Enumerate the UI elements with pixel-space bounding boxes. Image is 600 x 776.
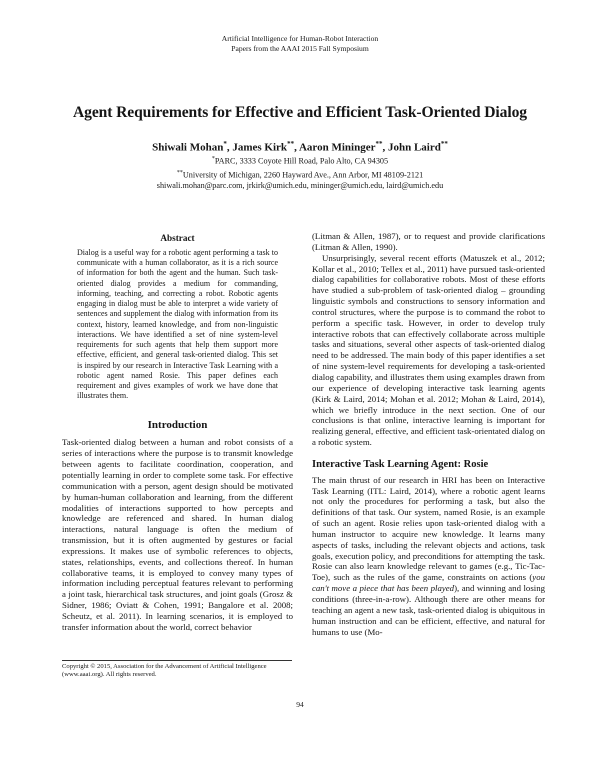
author-name: Shiwali Mohan — [152, 141, 224, 154]
section-heading-rosie: Interactive Task Learning Agent: Rosie — [312, 458, 489, 470]
introduction-paragraph: Task-oriented dialog between a human and robot consists of a series of interactions where the purpose is to transmit knowledge between agents to facilitate coordination, cooperation, and potentially learning in order to complete some task. For effective communication with a person, agent design should be motivated by human-human collaboration and learning, from the different modalities of interactions supported to how percepts and knowledge are referenced and shared. In human dialog interactions, natural language is often the medium of transmission, but it is often augmented by gestures or facial expressions. It makes use of symbolic references to objects, states, relationships, events, and collections thereof. In human collaborative teams, it is employed to convey many types of information including perceptual features relevant to performing a joint task, hierarchical task structures, and joint goals (Grosz & Sidner, 1986; Oviatt & Cohen, 1991; Bangalore et al. 2008; Scheutz, et al. 2011). In learning scenarios, it is employed to transfer information about the world, correct behavior — [62, 437, 293, 632]
affiliation-2: **University of Michigan, 2260 Hayward Ave., Ann Arbor, MI 48109-2121 — [176, 169, 424, 180]
footnote-divider — [62, 660, 292, 661]
paragraph: The main thrust of our research in HRI has been on Interactive Task Learning (ITL: Laird, 2014), where a robotic agent learns not only the procedures for performing a task, but also the definitions of that task. Our system, named Rosie, is an example of such an agent. Rosie relies upon task-oriented dialog with a human instructor to acquire new knowledge. It learns many aspects of tasks, including the relevant objects and actions, task goals, execution policy, and preconditions for attempting the task. Rosie can also learn knowledge relevant to games (e.g., Tic-Tac-Toe), such as the rules of the game, constraints on actions (you can't move a piece that has been played), and winning and losing conditions (three-in-a-row). Although there are other means for teaching an agent a new task, task-oriented dialog is ubiquitous in human instruction and can be efficient, effective, and natural for humans to use (Mo- — [312, 474, 545, 637]
author-mark: * — [223, 140, 227, 148]
paper-title: Agent Requirements for Effective and Efficient Task-Oriented Dialog — [72, 104, 527, 121]
abstract-heading: Abstract — [160, 233, 195, 243]
right-column — [312, 231, 545, 637]
paragraph: (Litman & Allen, 1987), or to request and provide clarifications (Litman & Allen, 1990). — [312, 231, 545, 252]
emphasis-quote: you can't move a piece that has been played — [312, 572, 545, 594]
venue-line-1: Artificial Intelligence for Human-Robot Interaction — [221, 34, 379, 43]
venue-line-2: Papers from the AAAI 2015 Fall Symposium — [231, 44, 369, 53]
left-column — [62, 233, 293, 633]
author-name: James Kirk — [232, 141, 288, 154]
author-emails: shiwali.mohan@parc.com, jrkirk@umich.edu, mininger@umich.edu, laird@umich.edu — [156, 181, 444, 191]
section-heading-introduction: Introduction — [147, 418, 208, 431]
abstract-text: Dialog is a useful way for a robotic agent performing a task to communicate with a human collaborator, as it is a rich source of information for both the agent and the human. Such task-oriented dialog provides a medium for commanding, informing, teaching, and correcting a robot. Robotic agents engaging in dialog must be able to interpret a wide variety of sentences and supplement the dialog with information from its context, history, learned knowledge, and from non-linguistic interactions. We have identified a set of nine system-level requirements for such agents that help them support more effective, efficient, and general task-oriented dialog. This set is inspired by our research in Interactive Task Learning with a robotic agent named Rosie. This paper defines each requirement and gives examples of work we have done that illustrates them. — [77, 247, 278, 401]
author-mark: ** — [375, 140, 383, 148]
author-list: Shiwali Mohan*, James Kirk**, Aaron Mininger**, John Laird** — [152, 140, 448, 154]
author-mark: ** — [440, 140, 448, 148]
affiliations — [0, 154, 600, 192]
author-name: Aaron Mininger — [298, 141, 376, 154]
copyright-footnote: Copyright © 2015, Association for the Advancement of Artificial Intelligence (www.aaai.org). All rights reserved. — [62, 663, 267, 679]
author-mark: ** — [287, 140, 295, 148]
affiliation-1: *PARC, 3333 Coyote Hill Road, Palo Alto, CA 94305 — [211, 156, 389, 166]
page-number: 94 — [296, 700, 304, 709]
paragraph: Unsurprisingly, several recent efforts (Matuszek et al., 2012; Kollar et al., 2010; Tellex et al., 2011) have pursued task-oriented dialog capabilities for collaborative robots. Most of these efforts have studied a sub-problem of task-oriented dialog – grounding linguistic symbols and constructions to sensory information and control structures, where the purpose is to command the robot to perform a specific task. However, in order to develop truly interactive robots that can effectively collaborate across multiple tasks and situations, several other aspects of task-oriented dialog need to be addressed. The main body of this paper identifies a set of nine system-level requirements for developing a task-oriented dialog capability, and illustrates them using examples drawn from our experience of developing interactive task learning agents (Kirk & Laird, 2014; Mohan et al. 2012; Mohan & Laird, 2014), which we briefly introduce in the next section. One of our conclusions is that online, interactive learning is important for realizing general, effective, and efficient task-orientated dialog on a robotic system. — [312, 252, 545, 448]
author-name: John Laird — [387, 141, 441, 154]
venue-header — [0, 34, 600, 54]
